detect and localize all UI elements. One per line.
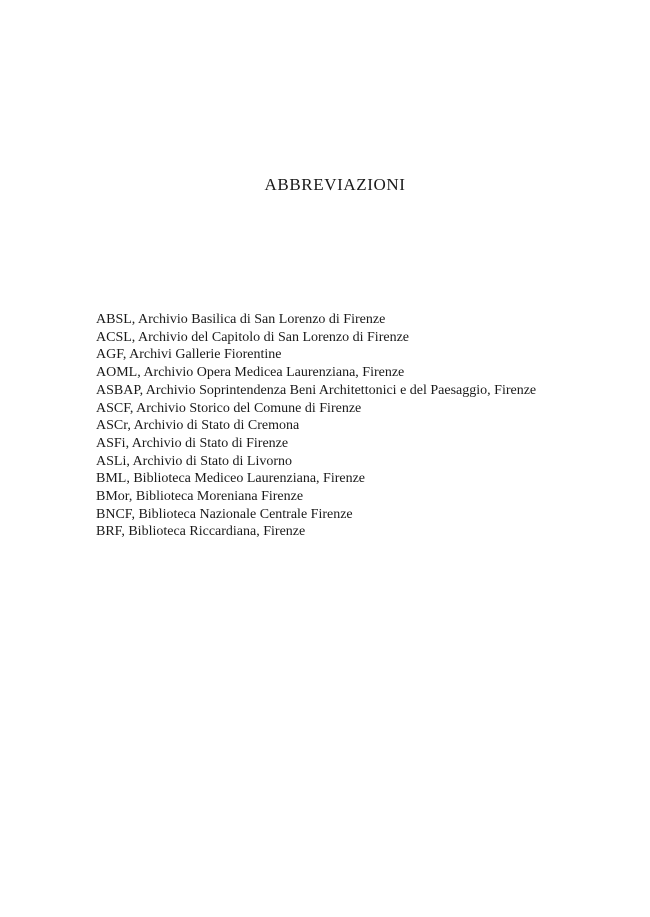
abbreviation-entry: ASLi, Archivio di Stato di Livorno bbox=[96, 453, 292, 469]
abbreviation-entry: ASBAP, Archivio Soprintendenza Beni Architettonici e del Paesaggio, Firenze bbox=[96, 382, 537, 398]
abbreviation-entry: AOML, Archivio Opera Medicea Laurenziana, Firenze bbox=[96, 365, 405, 381]
abbreviation-entry: ASCF, Archivio Storico del Comune di Firenze bbox=[96, 400, 362, 416]
abbreviation-entry: BRF, Biblioteca Riccardiana, Firenze bbox=[96, 524, 306, 540]
abbreviation-entry: ACSL, Archivio del Capitolo di San Lorenzo di Firenze bbox=[96, 329, 410, 345]
abbreviation-list bbox=[96, 311, 616, 541]
abbreviation-entry: ASFi, Archivio di Stato di Firenze bbox=[96, 435, 289, 451]
abbreviation-entry: BML, Biblioteca Mediceo Laurenziana, Firenze bbox=[96, 471, 366, 487]
abbreviation-entry: ABSL, Archivio Basilica di San Lorenzo di Firenze bbox=[96, 312, 386, 327]
abbreviation-entry: ASCr, Archivio di Stato di Cremona bbox=[96, 418, 300, 434]
abbreviation-entry: BNCF, Biblioteca Nazionale Centrale Firenze bbox=[96, 506, 353, 522]
abbreviation-entry: AGF, Archivi Gallerie Fiorentine bbox=[96, 347, 282, 363]
abbreviation-entry: BMor, Biblioteca Moreniana Firenze bbox=[96, 489, 304, 505]
page-title: ABBREVIAZIONI bbox=[264, 175, 406, 194]
